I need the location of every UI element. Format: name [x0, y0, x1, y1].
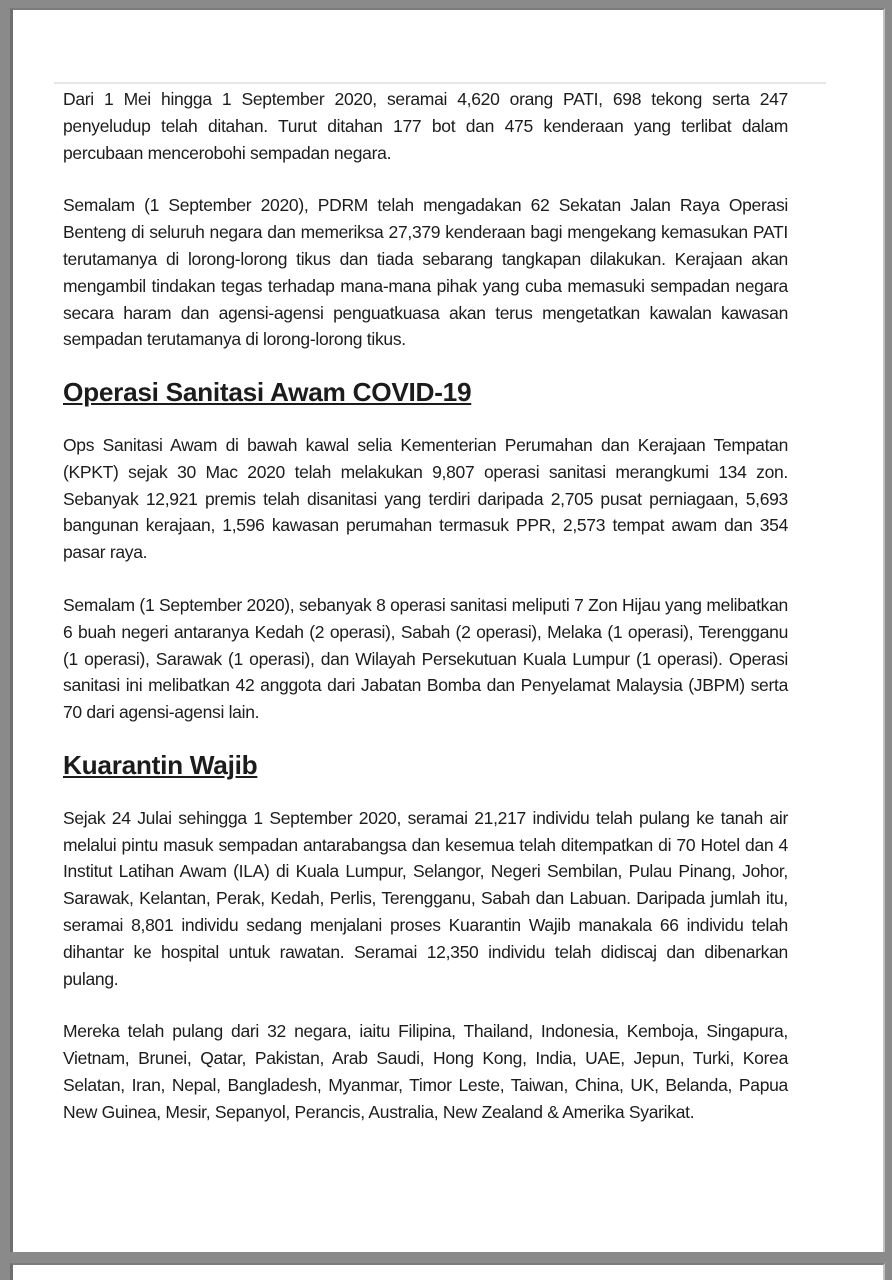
page-top-rule — [54, 82, 826, 84]
paragraph-op-benteng-roadblocks: Semalam (1 September 2020), PDRM telah mengadakan 62 Sekatan Jalan Raya Operasi Benteng di seluruh negara dan memeriksa 27,379 kenderaan bagi mengekang kemasukan PATI terutamanya di lorong-lorong tikus dan tiada sebarang tangkapan dilakukan. Kerajaan akan mengambil tindakan tegas terhadap mana-mana pihak yang cuba memasuki sempadan negara secara haram dan agensi-agensi penguatkuasa akan terus mengetatkan kawalan kawasan sempadan terutamanya di lorong-lorong tikus. — [63, 195, 788, 350]
paragraph-sanitasi-yesterday-operations: Semalam (1 September 2020), sebanyak 8 operasi sanitasi meliputi 7 Zon Hijau yang melibatkan 6 buah negeri antaranya Kedah (2 operasi), Sabah (2 operasi), Melaka (1 operasi), Terengganu (1 operasi), Sarawak (1 operasi), dan Wilayah Persekutuan Kuala Lumpur (1 operasi). Operasi sanitasi ini melibatkan 42 anggota dari Jabatan Bomba dan Penyelamat Malaysia (JBPM) serta 70 dari agensi-agensi lain. — [63, 594, 788, 723]
page-content — [13, 10, 883, 1126]
next-page-top-sliver — [10, 1263, 885, 1280]
paragraph-kuarantin-stats: Sejak 24 Julai sehingga 1 September 2020, seramai 21,217 individu telah pulang ke tanah air melalui pintu masuk sempadan antarabangsa dan kesemua telah ditempatkan di 70 Hotel dan 4 Institut Latihan Awam (ILA) di Kuala Lumpur, Selangor, Negeri Sembilan, Pulau Pinang, Johor, Sarawak, Kelantan, Perak, Kedah, Perlis, Terengganu, Sabah dan Labuan. Daripada jumlah itu, seramai 8,801 individu sedang menjalani proses Kuarantin Wajib manakala 66 individu telah dihantar ke hospital untuk rawatan. Seramai 12,350 individu telah didiscaj dan dibenarkan pulang. — [63, 807, 788, 989]
heading-kuarantin-wajib: Kuarantin Wajib — [63, 749, 258, 780]
paragraph-returnee-countries-list: Mereka telah pulang dari 32 negara, iaitu Filipina, Thailand, Indonesia, Kemboja, Singapura, Vietnam, Brunei, Qatar, Pakistan, Arab Saudi, Hong Kong, India, UAE, Jepun, Turki, Korea Selatan, Iran, Nepal, Bangladesh, Myanmar, Timor Leste, Taiwan, China, UK, Belanda, Papua New Guinea, Mesir, Sepanyol, Perancis, Australia, New Zealand & Amerika Syarikat. — [63, 1021, 788, 1122]
paragraph-sanitasi-cumulative-stats: Ops Sanitasi Awam di bawah kawal selia Kementerian Perumahan dan Kerajaan Tempatan (KPKT) sejak 30 Mac 2020 telah melakukan 9,807 operasi sanitasi merangkumi 134 zon. Sebanyak 12,921 premis telah disanitasi yang terdiri daripada 2,705 pusat perniagaan, 5,693 bangunan kerajaan, 1,596 kawasan perumahan termasuk PPR, 2,573 tempat awam dan 354 pasar raya. — [63, 434, 788, 563]
heading-operasi-sanitasi-awam-covid-19: Operasi Sanitasi Awam COVID-19 — [63, 377, 472, 408]
document-page — [10, 8, 885, 1252]
paragraph-pati-detention-stats: Dari 1 Mei hingga 1 September 2020, seramai 4,620 orang PATI, 698 tekong serta 247 penyeludup telah ditahan. Turut ditahan 177 bot dan 475 kenderaan yang terlibat dalam percubaan mencerobohi sempadan negara. — [63, 89, 788, 163]
